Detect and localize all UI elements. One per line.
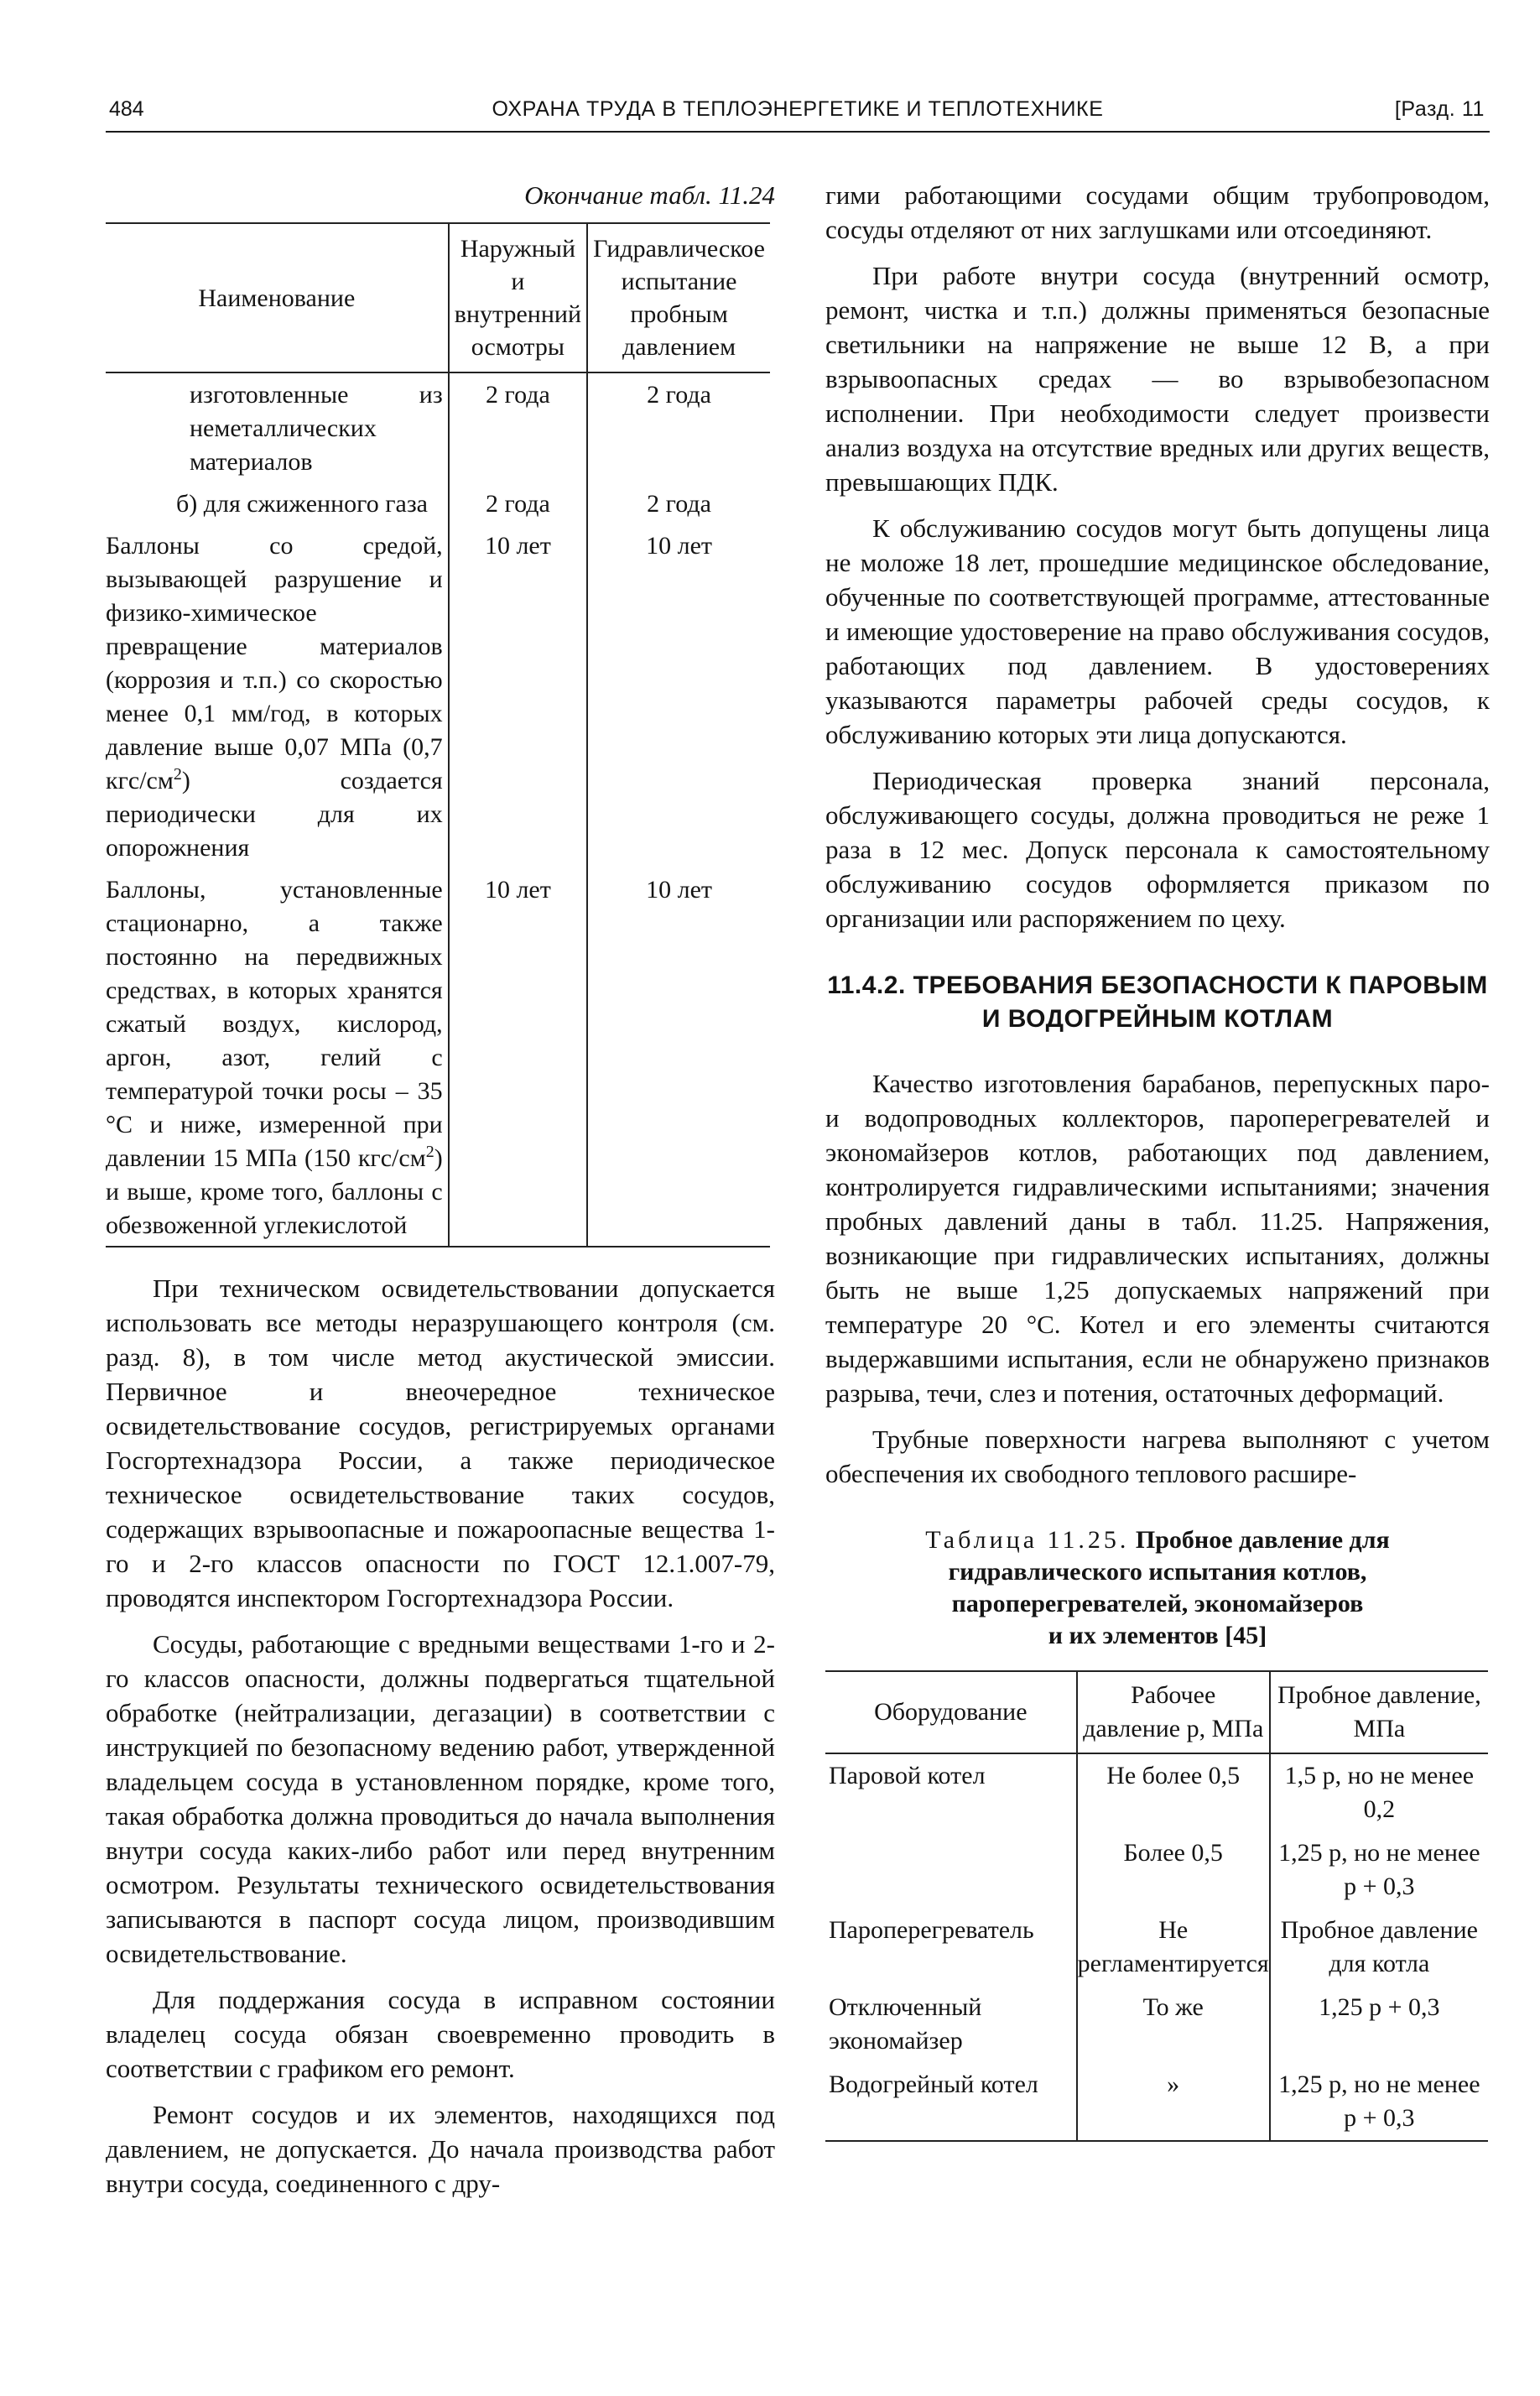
col-header-name: Наименование <box>106 223 449 372</box>
paragraph: гими работающими сосудами общим трубопроводом, сосуды отделяют от них заглушками или отсоединяют. <box>825 180 1490 244</box>
cell-equipment: Пароперегреватель <box>829 1916 1034 1944</box>
table-11-25-caption <box>825 1524 1490 1652</box>
cell-name-text: Баллоны со средой, вызывающей разрушение и физико-химическое превращение материалов (коррозия и т.п.) со скоростью менее 0,1 мм/год, в которых давление выше 0,07 МПа (0,7 кгс/см <box>106 532 443 794</box>
right-column <box>825 178 1490 2142</box>
running-title: ОХРАНА ТРУДА В ТЕПЛОЭНЕРГЕТИКЕ И ТЕПЛОТЕХНИКЕ <box>492 97 1104 121</box>
table-row <box>106 868 770 1247</box>
col-header-test-pressure: Пробное давление, МПа <box>1270 1671 1488 1753</box>
cell-hydro-test: 2 года <box>647 490 711 518</box>
section-label: [Разд. 11 <box>1394 97 1485 121</box>
cell-inspection: 2 года <box>449 372 587 482</box>
table-row <box>825 1909 1488 1986</box>
cell-equipment: Водогрейный котел <box>825 2063 1077 2141</box>
left-column <box>106 178 775 2201</box>
cell-working-pressure: Не регламентируется <box>1077 1909 1270 1986</box>
cell-inspection: 10 лет <box>449 524 587 868</box>
paragraph: Ремонт сосудов и их элементов, находящихся под давлением, не допускается. До начала производства работ внутри сосуда, соединенного с дру- <box>106 2100 775 2198</box>
cell-test-pressure: 1,25 p, но не менее p + 0,3 <box>1270 2063 1488 2141</box>
cell-name: б) для сжиженного газа <box>176 490 428 518</box>
table-row <box>106 372 770 482</box>
table-row <box>825 2063 1488 2141</box>
table-row <box>825 1831 1488 1909</box>
cell-name <box>106 868 449 1247</box>
paragraph: Сосуды, работающие с вредными веществами 1-го и 2-го классов опасности, должны подвергаться тщательной обработке (нейтрализации, дегазации) в соответствии с инструкцией по безопасному ведению работ, утвержденной владельцем сосуда в установленном порядке, кроме того, такая обработка должна проводиться до начала выполнения внутри сосуда каких-либо работ или перед внутренним осмотром. Результаты технического освидетельствования записываются в паспорт сосуда лицом, производившим освидетельствование. <box>106 1629 775 1968</box>
cell-name: изготовленные из неметаллических материалов <box>190 381 443 476</box>
cell-inspection: 2 года <box>449 482 587 524</box>
table-header-row <box>825 1671 1488 1753</box>
table-title: пароперегревателей, экономайзеров <box>951 1590 1364 1617</box>
table-row <box>825 1753 1488 1831</box>
table-header-row <box>106 223 770 372</box>
table-row <box>825 1986 1488 2063</box>
page-number: 484 <box>109 97 144 121</box>
paragraph: К обслуживанию сосудов могут быть допущены лица не моложе 18 лет, прошедшие медицинское обследование, обученные по соответствующей программе, аттестованные и имеющие удостоверение на право обслуживания сосудов, работающих под давлением. В удостоверениях указываются параметры рабочей среды сосудов, к обслуживанию которых эти лица допускаются. <box>825 513 1490 749</box>
cell-inspection: 10 лет <box>449 868 587 1247</box>
paragraph: При техническом освидетельствовании допускается использовать все методы неразрушающего контроля (см. разд. 8), в том числе метод акустической эмиссии. Первичное и внеочередное техническое освидетельствование сосудов, регистрируемых органами Госгортехнадзора России, а также периодическое техническое освидетельствование таких сосудов, содержащих взрывоопасные и пожароопасные вещества 1-го и 2-го классов опасности по ГОСТ 12.1.007-79, проводятся инспектором Госгортехнадзора России. <box>106 1274 775 1612</box>
table-row <box>106 482 770 524</box>
table-title: Пробное давление для <box>1135 1526 1390 1554</box>
superscript: 2 <box>425 1143 434 1161</box>
table-row <box>106 524 770 868</box>
table-title: гидравлического испытания котлов, <box>948 1558 1367 1586</box>
cell-equipment: Паровой котел <box>829 1762 986 1789</box>
paragraph: Периодическая проверка знаний персонала, обслуживающего сосуды, должна проводиться не реже 1 раза в 12 мес. Допуск персонала к самостоятельному обслуживанию сосудов оформляется приказом по организации или распоряжением по цеху. <box>825 766 1490 933</box>
cell-test-pressure: 1,25 p + 0,3 <box>1319 1993 1440 2021</box>
cell-working-pressure: Более 0,5 <box>1077 1831 1270 1909</box>
paragraph: При работе внутри сосуда (внутренний осмотр, ремонт, чистка и т.п.) должны применяться безопасные светильники на напряжение не выше 12 В, а при взрывоопасных средах — во взрывобезопасном исполнении. При необходимости следует произвести анализ воздуха на отсутствие вредных или других веществ, превышающих ПДК. <box>825 261 1490 497</box>
cell-hydro-test: 10 лет <box>646 532 713 560</box>
heading-line: И ВОДОГРЕЙНЫМ КОТЛАМ <box>981 1005 1334 1033</box>
table-11-25 <box>825 1670 1488 2142</box>
cell-working-pressure: То же <box>1077 1986 1270 2063</box>
cell-name-text: Баллоны, установленные стационарно, а также постоянно на передвижных средствах, в которых хранятся сжатый воздух, кислород, аргон, азот, гелий с температурой точки росы – 35 °С и ниже, измеренной при давлении 15 МПа (150 кгс/см <box>106 876 443 1172</box>
col-header-inspection: Наружный и внутренний осмотры <box>449 223 587 372</box>
table-label: Таблица 11.25. <box>925 1526 1130 1554</box>
cell-equipment <box>825 1831 1077 1909</box>
heading-line: 11.4.2. ТРЕБОВАНИЯ БЕЗОПАСНОСТИ К ПАРОВЫМ <box>827 971 1488 999</box>
superscript: 2 <box>173 765 182 784</box>
col-header-hydro-test: Гидравлическое испытание пробным давлением <box>587 223 770 372</box>
cell-name-text: ) создается периодически для их опорожнения <box>106 767 443 862</box>
col-header-equipment: Оборудование <box>825 1671 1077 1753</box>
col-header-working-pressure: Рабочее давление p, МПа <box>1077 1671 1270 1753</box>
paragraph: Качество изготовления барабанов, перепускных паро- и водопроводных коллекторов, пароперегревателей и экономайзеров котлов, работающих под давлением, контролируется гидравлическими испытаниями; значения пробных давлений даны в табл. 11.25. Напряжения, возникающие при гидравлических испытаниях, должны быть не выше 1,25 допускаемых напряжений при температуре 20 °С. Котел и его элементы считаются выдержавшими испытания, если не обнаружено признаков разрыва, течи, слез и потения, остаточных деформаций. <box>825 1069 1490 1408</box>
cell-test-pressure: 1,5 p, но не менее 0,2 <box>1284 1762 1475 1823</box>
cell-hydro-test: 10 лет <box>587 868 770 1247</box>
cell-name <box>106 524 449 868</box>
cell-name-text: ) и выше, кроме того, баллоны с обезвоженной углекислотой <box>106 1144 443 1239</box>
cell-hydro-test: 2 года <box>647 381 711 409</box>
section-heading <box>825 969 1490 1036</box>
cell-working-pressure: Не более 0,5 <box>1077 1753 1270 1831</box>
cell-test-pressure: Пробное давление для котла <box>1280 1916 1478 1977</box>
cell-working-pressure: » <box>1077 2063 1270 2141</box>
paragraph: Трубные поверхности нагрева выполняют с учетом обеспечения их свободного теплового расшире- <box>825 1425 1490 1488</box>
table-11-24 <box>106 222 770 1247</box>
cell-equipment: Отключенный экономайзер <box>829 1993 982 2055</box>
paragraph: Для поддержания сосуда в исправном состоянии владелец сосуда обязан своевременно проводить в соответствии с графиком его ремонт. <box>106 1985 775 2083</box>
table-title: и их элементов [45] <box>1048 1622 1267 1649</box>
running-header <box>106 89 1490 133</box>
table-11-24-caption: Окончание табл. 11.24 <box>524 180 775 210</box>
cell-test-pressure: 1,25 p, но не менее p + 0,3 <box>1278 1839 1480 1900</box>
